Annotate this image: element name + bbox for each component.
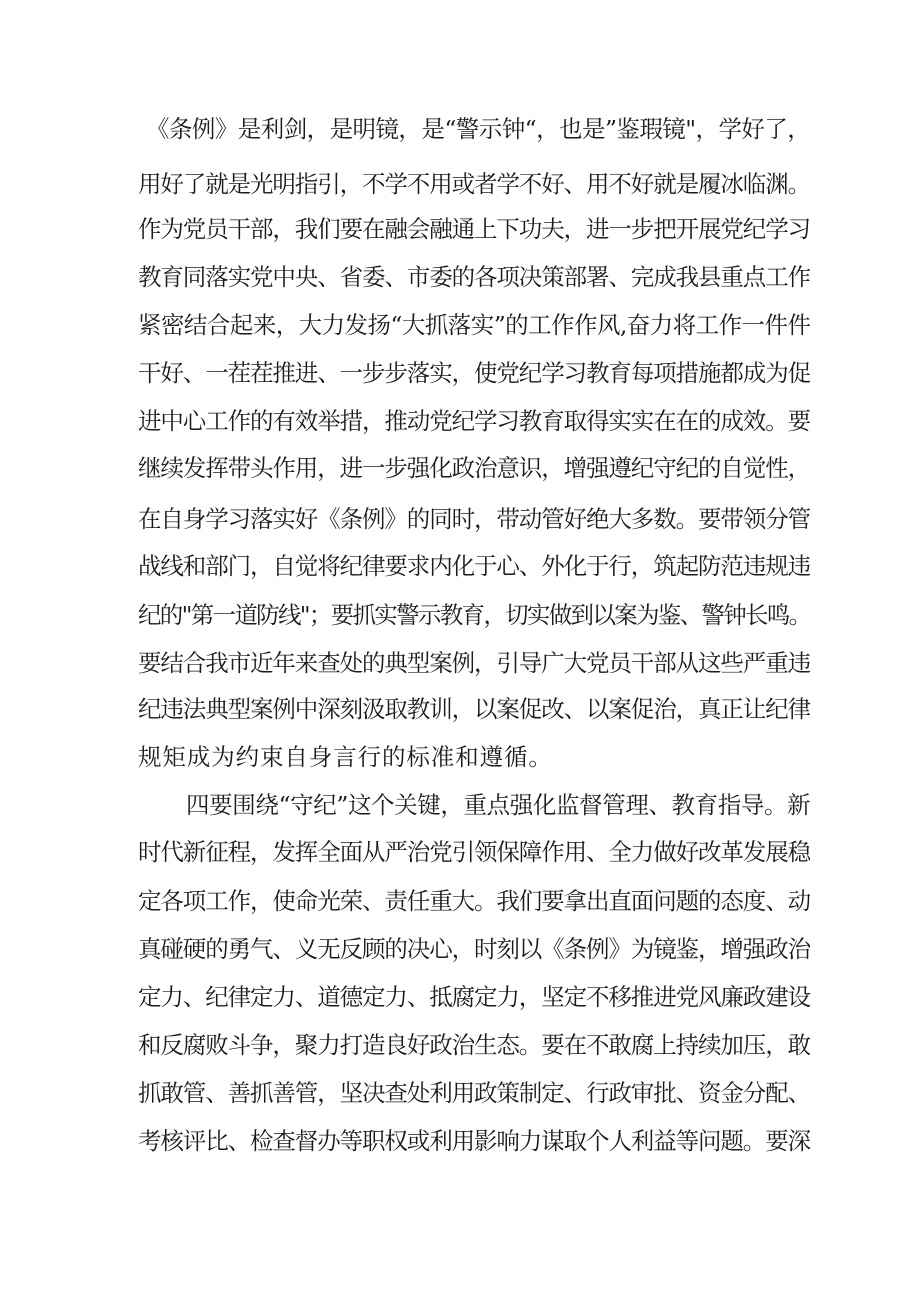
text-line: 纪的"第一道防线"；要抓实警示教育，切实做到以案为鉴、警钟长鸣。 <box>138 601 811 629</box>
text-line: 定各项工作，使命光荣、责任重大。我们要拿出直面问题的态度、动 <box>138 887 810 915</box>
text-line: 进中心工作的有效举措，推动党纪学习教育取得实实在在的成效。要 <box>138 407 810 435</box>
text-line: 教育同落实党中央、省委、市委的各项决策部署、完成我县重点工作 <box>138 263 810 291</box>
text-line: 战线和部门，自觉将纪律要求内化于心、外化于行，筑起防范违规违 <box>138 552 810 580</box>
text-line: 在自身学习落实好《条例》的同时，带动管好绝大多数。要带领分管 <box>138 505 810 533</box>
text-line: 规矩成为约束自身言行的标准和遵循。 <box>138 743 553 771</box>
text-line: 和反腐败斗争，聚力打造良好政治生态。要在不敢腐上持续加压，敢 <box>138 1031 810 1059</box>
text-line: 继续发挥带头作用，进一步强化政治意识，增强遵纪守纪的自觉性， <box>138 454 810 482</box>
text-line: 定力、纪律定力、道德定力、抵腐定力，坚定不移推进党风廉政建设 <box>138 983 810 1011</box>
text-line: 真碰硬的勇气、义无反顾的决心，时刻以《条例》为镜鉴，增强政治 <box>138 935 810 963</box>
text-line: 纪违法典型案例中深刻汲取教训，以案促改、以案促治，真正让纪律 <box>138 695 810 723</box>
text-line: 作为党员干部，我们要在融会融通上下功夫，进一步把开展党纪学习 <box>138 215 810 243</box>
text-line: 《条例》是利剑，是明镜，是“警示钟“，也是”鉴瑕镜"，学好了， <box>146 115 811 143</box>
text-line: 要结合我市近年来查处的典型案例，引导广大党员干部从这些严重违 <box>138 649 810 677</box>
text-line: 时代新征程，发挥全面从严治党引领保障作用、全力做好改革发展稳 <box>138 838 810 866</box>
text-line: 紧密结合起来，大力发扬“大抓落实”的工作作风,奋力将工作一件件 <box>138 311 811 339</box>
text-line: 考核评比、检查督办等职权或利用影响力谋取个人利益等问题。要深 <box>138 1127 810 1155</box>
text-line: 抓敢管、善抓善管，坚决查处利用政策制定、行政审批、资金分配、 <box>138 1079 810 1107</box>
text-line: 用好了就是光明指引，不学不用或者学不好、用不好就是履冰临渊。 <box>138 170 810 198</box>
text-line: 干好、一茬茬推进、一步步落实，使党纪学习教育每项措施都成为促 <box>138 359 810 387</box>
paragraph-first-line: 四要围绕“守纪”这个关键，重点强化监督管理、教育指导。新 <box>186 791 811 819</box>
